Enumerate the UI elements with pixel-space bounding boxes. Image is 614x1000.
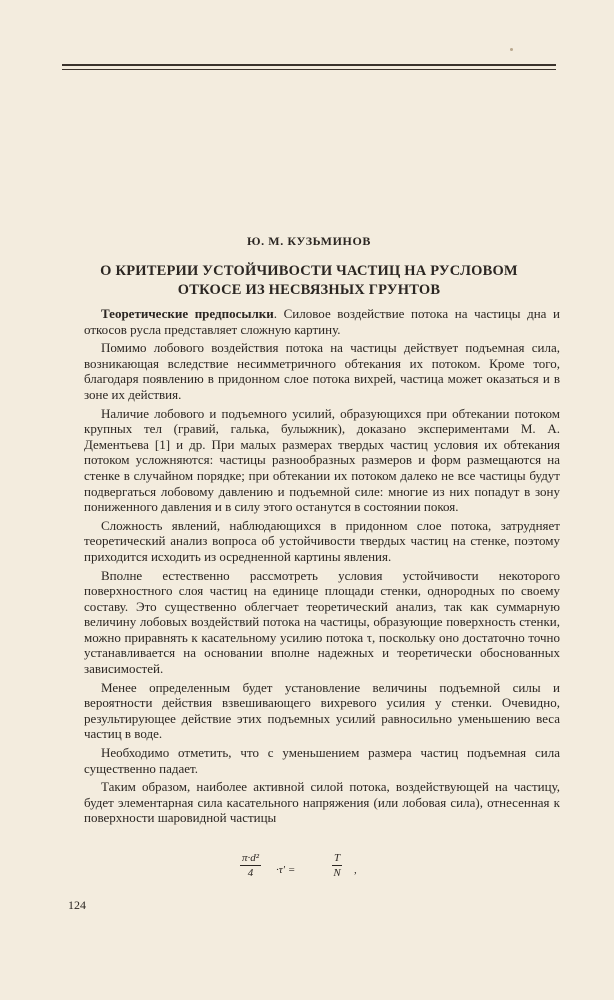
formula-numerator-right: T xyxy=(334,852,341,864)
section-lead: Теоретические предпосылки xyxy=(101,306,274,321)
title-line-1: О КРИТЕРИИ УСТОЙЧИВОСТИ ЧАСТИЦ НА РУСЛОВОМ xyxy=(100,263,518,279)
paragraph-8: Таким образом, наиболее активной силой потока, воздействующей на частицу, будет элементарная сила касательного напряжения (или лобовая сила), отнесенная к поверхности шаровидной частицы xyxy=(84,779,560,826)
paragraph-3: Наличие лобового и подъемного усилий, образующихся при обтекании потоком крупных тел (гравий, галька, булыжник), доказано экспериментами М. А. Дементьева [1] и др. При малых размерах твердых частиц условия их обтекания потоком усложняются: частицы разнообразных размеров и форм размещаются на стенке в случайном порядке; при обтекании их потоком далеко не все частицы будут подвергаться лобовому давлению и подъемной силе: многие из них попадут в зону пониженного давления и в силу этого останутся в состоянии покоя. xyxy=(84,405,560,515)
paragraph-1 xyxy=(84,306,560,337)
formula-fraction-left xyxy=(240,852,261,880)
formula-fraction-right xyxy=(332,852,342,880)
paragraph-7: Необходимо отметить, что с уменьшением размера частиц подъемная сила существенно падает. xyxy=(84,745,560,776)
formula xyxy=(240,852,400,892)
paragraph-1-text: . Силовое воздействие потока на частицы дна и откосов русла представляет сложную картину. xyxy=(84,306,560,337)
paragraph-2: Помимо лобового воздействия потока на частицы действует подъемная сила, возникающая вследствие несимметричного обтекания их потоком. Кроме того, благодаря появлению в придонном слое потока вихрей, частица может оказаться и в зоне их действия. xyxy=(84,340,560,402)
paragraph-5: Вполне естественно рассмотреть условия устойчивости некоторого поверхностного слоя частиц на единице площади стенки, однородных по своему составу. Это существенно облегчает теоретический анализ, так как суммарную величину лобовых воздействий потока на частицы, образующие поверхность стенки, можно приравнять к касательному усилию потока τ, поскольку оно достаточно точно устанавливается на основании вполне надежных и теоретически обоснованных зависимостей. xyxy=(84,567,560,677)
page-number: 124 xyxy=(68,898,86,912)
paper-speck xyxy=(510,48,513,51)
header-rule-thin xyxy=(62,69,556,70)
paragraph-4: Сложность явлений, наблюдающихся в придонном слое потока, затрудняет теоретический анализ вопроса об устойчивости твердых частиц на стенке, поэтому приходится исходить из осредненной картины явления. xyxy=(84,517,560,564)
article-body xyxy=(84,306,560,829)
formula-numerator-left: π·d² xyxy=(242,852,260,864)
paragraph-6: Менее определенным будет установление величины подъемной силы и вероятности действия взвешивающего вихревого усилия у стенки. Очевидно, результирующее действие этих подъемных усилий равносильно уменьшению веса частиц в воде. xyxy=(84,679,560,742)
title-line-2: ОТКОСЕ ИЗ НЕСВЯЗНЫХ ГРУНТОВ xyxy=(177,282,441,298)
header-rule-thick xyxy=(62,64,556,66)
article-title xyxy=(62,262,556,300)
formula-denominator-right: N xyxy=(333,867,341,879)
author-name: Ю. М. КУЗЬМИНОВ xyxy=(246,234,372,248)
formula-denominator-left: 4 xyxy=(247,867,254,879)
formula-middle: ·τ′ = xyxy=(276,864,296,876)
formula-tail: , xyxy=(354,864,357,876)
